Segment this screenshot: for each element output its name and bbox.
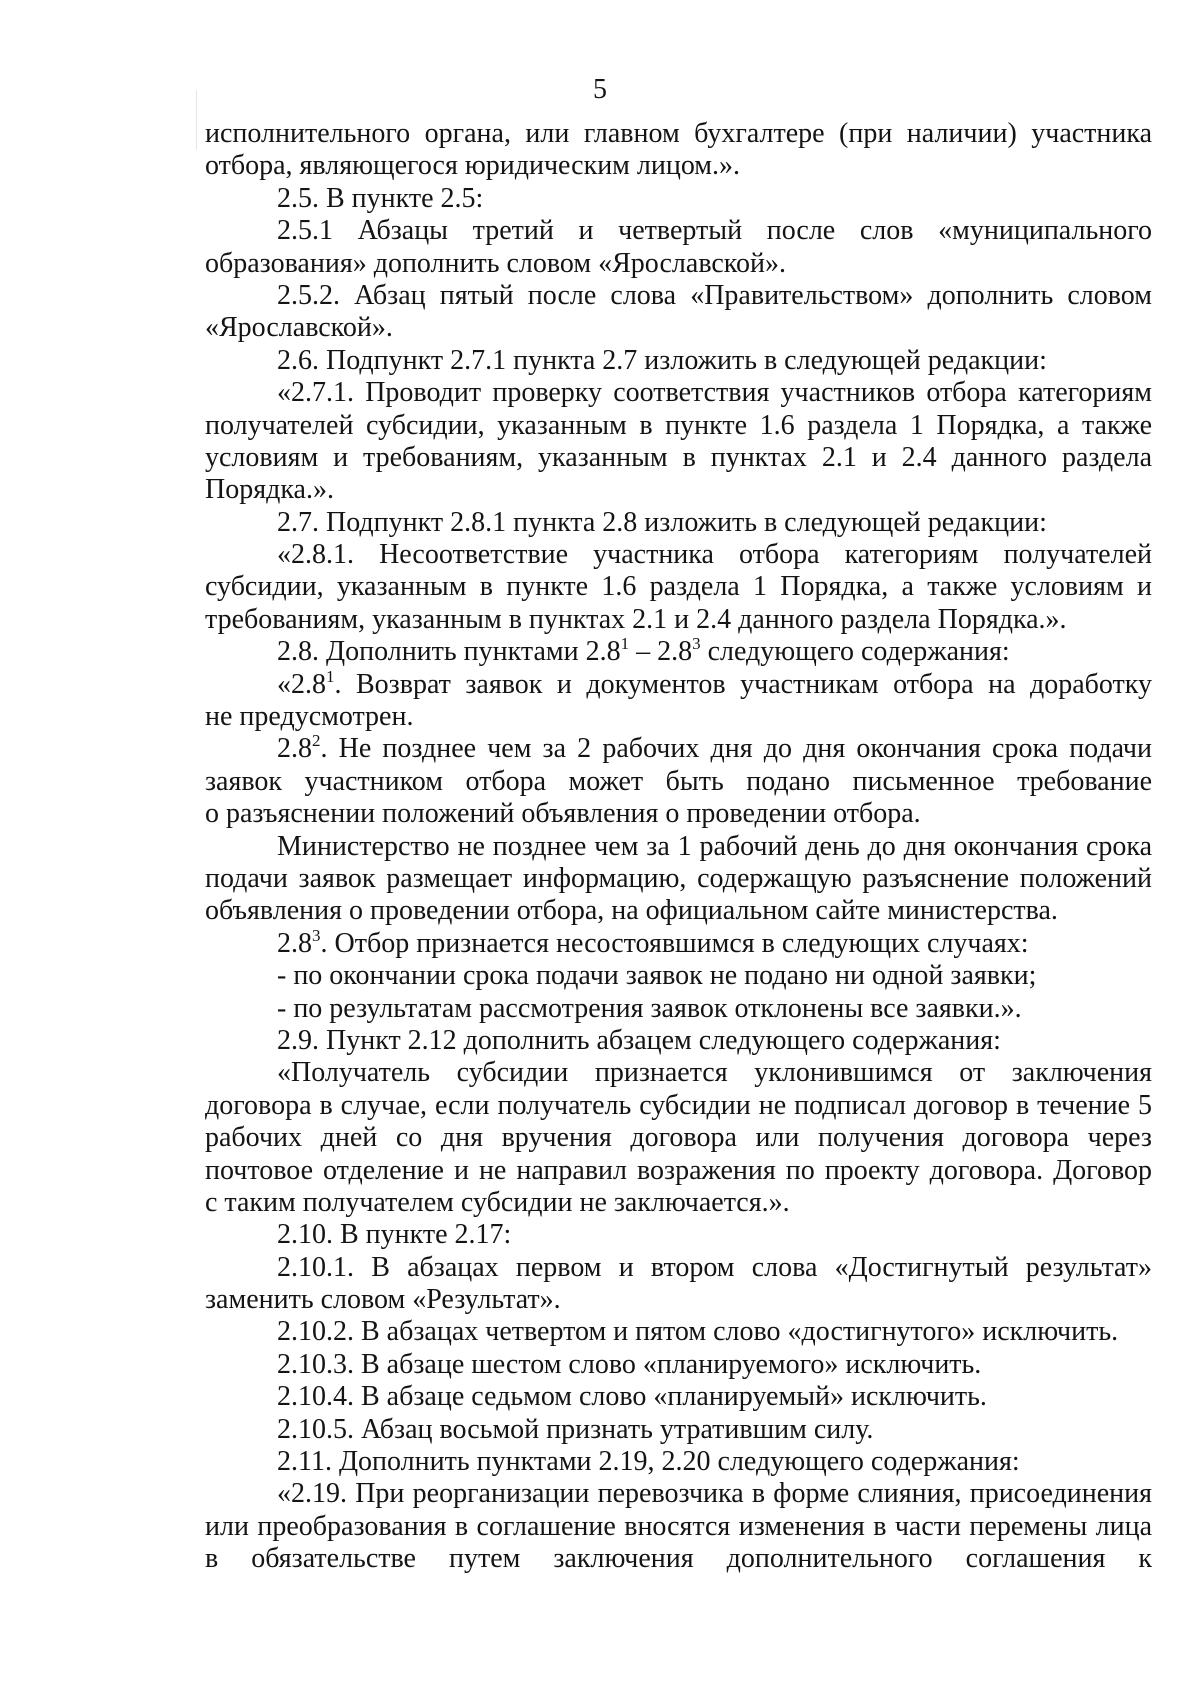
text-span: 2.10. В пункте 2.17: — [277, 1219, 512, 1251]
page-number: 5 — [593, 74, 607, 105]
text-span: 2.8. Дополнить пунктами 2.8 — [277, 636, 621, 668]
text-span: «Получатель субсидии признается уклонившимся от заключения — [277, 1057, 1152, 1089]
text-span: не предусмотрен. — [205, 701, 414, 733]
text-line — [205, 863, 1152, 895]
text-line — [205, 1219, 1152, 1251]
text-line — [205, 1381, 1152, 1413]
text-line — [205, 1252, 1152, 1284]
text-span: субсидии, указанным в пункте 1.6 раздела 1 Порядка, а также условиям и — [205, 571, 1152, 603]
text-line — [205, 701, 1152, 733]
text-span: 2.10.3. В абзаце шестом слово «планируемого» исключить. — [277, 1348, 982, 1380]
text-line — [205, 150, 1152, 182]
document-body — [205, 118, 1152, 1576]
text-span: 2.5.2. Абзац пятый после слова «Правительством» дополнить словом — [277, 279, 1152, 311]
text-line — [205, 831, 1152, 863]
text-line — [205, 1187, 1152, 1219]
text-line — [205, 1511, 1152, 1543]
text-span: 2.10.5. Абзац восьмой признать утратившим силу. — [277, 1413, 874, 1445]
text-span: «2.7.1. Проводит проверку соответствия участников отбора категориям — [277, 377, 1152, 409]
text-span: о разъяснении положений объявления о проведении отбора. — [205, 798, 921, 830]
superscript: 3 — [692, 634, 701, 654]
text-line — [205, 312, 1152, 344]
text-span: 2.9. Пункт 2.12 дополнить абзацем следующего содержания: — [277, 1024, 1001, 1056]
text-span: или преобразования в соглашение вносятся изменения в части перемены лица — [205, 1510, 1152, 1542]
text-span: 2.11. Дополнить пунктами 2.19, 2.20 следующего содержания: — [277, 1446, 1020, 1478]
text-line — [205, 993, 1152, 1025]
text-line — [205, 410, 1152, 442]
text-span: следующего содержания: — [700, 636, 1010, 668]
text-line — [205, 248, 1152, 280]
text-line — [205, 1543, 1152, 1575]
text-line — [205, 1446, 1152, 1478]
text-span: с таким получателем субсидии не заключается.». — [205, 1186, 790, 1218]
text-span: . Не позднее чем за 2 рабочих дня до дня окончания срока подачи — [320, 733, 1152, 765]
text-line — [205, 1349, 1152, 1381]
text-span: условиям и требованиям, указанным в пунктах 2.1 и 2.4 данного раздела — [205, 441, 1152, 473]
text-span: 2.10.4. В абзаце седьмом слово «планируемый» исключить. — [277, 1381, 987, 1413]
text-line — [205, 1057, 1152, 1089]
text-line — [205, 1284, 1152, 1316]
text-line — [205, 1155, 1152, 1187]
text-line — [205, 539, 1152, 571]
text-line — [205, 1122, 1152, 1154]
text-span: 2.5.1 Абзацы третий и четвертый после слов «муниципального — [277, 215, 1152, 247]
text-line — [205, 183, 1152, 215]
text-span: рабочих дней со дня вручения договора или получения договора через — [205, 1122, 1152, 1154]
text-span: заменить словом «Результат». — [205, 1284, 561, 1316]
text-span: в обязательстве путем заключения дополнительного соглашения к — [205, 1543, 1152, 1575]
text-span: - по окончании срока подачи заявок не подано ни одной заявки; — [277, 960, 1037, 992]
text-line — [205, 960, 1152, 992]
text-line — [205, 925, 1152, 960]
text-line — [205, 215, 1152, 247]
text-line — [205, 798, 1152, 830]
text-span: отбора, являющегося юридическим лицом.». — [205, 150, 741, 182]
text-line — [205, 895, 1152, 927]
text-span: «Ярославской». — [205, 312, 393, 344]
text-span: 2.5. В пункте 2.5: — [277, 182, 484, 214]
text-span: 2.7. Подпункт 2.8.1 пункта 2.8 изложить в следующей редакции: — [277, 506, 1047, 538]
text-line — [205, 766, 1152, 798]
text-line — [205, 571, 1152, 603]
text-span: почтовое отделение и не направил возражения по проекту договора. Договор — [205, 1154, 1152, 1186]
text-span: договора в случае, если получатель субсидии не подписал договор в течение 5 — [205, 1089, 1152, 1121]
text-line — [205, 1025, 1152, 1057]
text-line — [205, 280, 1152, 312]
text-span: «2.8 — [277, 668, 326, 700]
text-line — [205, 604, 1152, 636]
text-line — [205, 636, 1152, 668]
text-line — [205, 507, 1152, 539]
superscript: 1 — [620, 634, 630, 654]
text-span: получателей субсидии, указанным в пункте 1.6 раздела 1 Порядка, а также — [205, 409, 1152, 441]
text-line — [205, 666, 1152, 701]
text-span: . Возврат заявок и документов участникам отбора на доработку — [334, 668, 1152, 700]
text-line — [205, 118, 1152, 150]
text-line — [205, 1316, 1152, 1348]
superscript: 3 — [312, 925, 321, 945]
text-span: 2.8 — [277, 733, 312, 765]
text-span: . Отбор признается несостоявшимся в следующих случаях: — [320, 927, 1029, 959]
text-line — [205, 1090, 1152, 1122]
text-line — [205, 442, 1152, 474]
text-span: - по результатам рассмотрения заявок отклонены все заявки.». — [277, 992, 1022, 1024]
text-line — [205, 474, 1152, 506]
superscript: 1 — [326, 666, 335, 686]
text-span: Министерство не позднее чем за 1 рабочий день до дня окончания срока — [277, 830, 1152, 862]
text-span: «2.19. При реорганизации перевозчика в форме слияния, присоединения — [277, 1478, 1152, 1510]
text-span: 2.6. Подпункт 2.7.1 пункта 2.7 изложить в следующей редакции: — [277, 344, 1047, 376]
text-span: «2.8.1. Несоответствие участника отбора категориям получателей — [277, 539, 1152, 571]
text-line — [205, 1414, 1152, 1446]
text-span: – 2.8 — [629, 636, 693, 668]
text-span: заявок участником отбора может быть подано письменное требование — [205, 765, 1152, 797]
text-span: 2.10.1. В абзацах первом и втором слова «Достигнутый результат» — [277, 1251, 1152, 1283]
text-span: объявления о проведении отбора, на официальном сайте министерства. — [205, 895, 1058, 927]
text-span: Порядка.». — [205, 474, 334, 506]
text-line — [205, 377, 1152, 409]
text-span: образования» дополнить словом «Ярославской». — [205, 247, 786, 279]
text-line — [205, 1478, 1152, 1510]
text-span: исполнительного органа, или главном бухгалтере (при наличии) участника — [205, 118, 1152, 149]
superscript: 2 — [312, 731, 321, 751]
text-line — [205, 733, 1152, 765]
text-span: подачи заявок размещает информацию, содержащую разъяснение положений — [205, 862, 1152, 894]
text-line — [205, 345, 1152, 377]
text-span: 2.10.2. В абзацах четвертом и пятом слово «достигнутого» исключить. — [277, 1316, 1119, 1348]
text-span: 2.8 — [277, 927, 312, 959]
text-span: требованиям, указанным в пунктах 2.1 и 2.4 данного раздела Порядка.». — [205, 603, 1067, 635]
